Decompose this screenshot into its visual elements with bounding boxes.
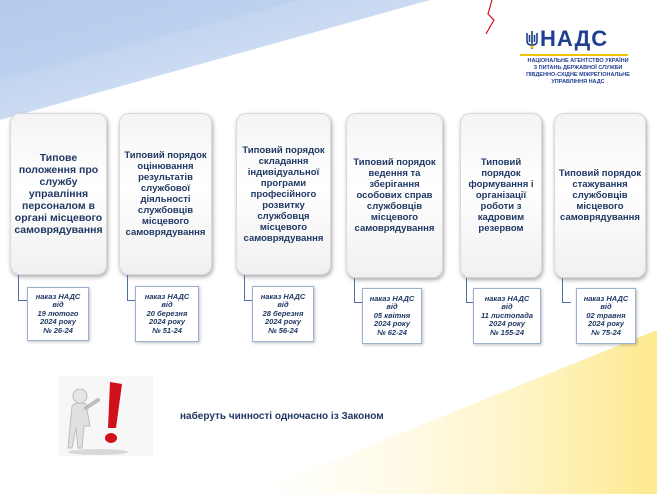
document-title: Типовий порядок формування і організації роботи з кадровим резервом xyxy=(468,157,534,234)
person-exclamation-icon xyxy=(58,376,153,456)
document-card xyxy=(346,113,443,278)
order-reference xyxy=(473,288,541,344)
order-line: 28 березня xyxy=(262,308,304,318)
order-line: наказ НАДС xyxy=(484,293,530,303)
order-line: від xyxy=(161,300,173,310)
order-line: № 155-24 xyxy=(489,327,525,337)
document-title: Типовий порядок оцінювання результатів службової діяльності службовців місцевого самоврядування xyxy=(124,150,207,238)
order-reference xyxy=(135,286,199,342)
order-line: від xyxy=(386,302,398,312)
document-card xyxy=(236,113,331,275)
document-card xyxy=(460,113,542,278)
order-line: наказ НАДС xyxy=(583,293,629,303)
order-line: 2024 року xyxy=(489,319,525,329)
order-line: 2024 року xyxy=(374,319,410,329)
order-line: 02 травня xyxy=(586,310,626,320)
note-text: наберуть чинності одночасно із Законом xyxy=(180,411,384,422)
logo-subtitle-line: ПІВДЕННО-СХІДНЕ МІЖРЕГІОНАЛЬНЕ xyxy=(526,72,630,78)
order-reference xyxy=(362,288,422,344)
logo-brand: НАДС xyxy=(540,26,609,51)
order-line: 20 березня xyxy=(146,308,188,318)
trident-icon xyxy=(526,30,538,50)
logo-subtitle-line: НАЦІОНАЛЬНЕ АГЕНТСТВО УКРАЇНИ xyxy=(527,58,629,64)
order-line: 19 лютого xyxy=(37,308,79,318)
order-line: № 51-24 xyxy=(152,325,182,335)
order-reference xyxy=(576,288,636,344)
order-line: від xyxy=(277,300,289,310)
document-title: Типовий порядок ведення та зберігання особових справ службовців місцевого самоврядування xyxy=(353,157,436,234)
logo-subtitle-line: З ПИТАНЬ ДЕРЖАВНОЇ СЛУЖБИ xyxy=(533,65,623,71)
order-line: 05 квітня xyxy=(373,310,411,320)
order-line: № 56-24 xyxy=(268,325,298,335)
nads-logo xyxy=(508,26,648,96)
order-line: наказ НАДС xyxy=(369,293,415,303)
order-line: від xyxy=(501,302,513,312)
logo-divider xyxy=(520,54,628,56)
order-line: 2024 року xyxy=(149,317,185,327)
connector-line xyxy=(18,275,27,301)
illustration xyxy=(58,376,153,456)
order-line: № 26-24 xyxy=(43,325,73,335)
logo-subtitle xyxy=(508,58,648,86)
logo-subtitle-line: УПРАВЛІННЯ НАДС xyxy=(551,79,605,85)
order-line: наказ НАДС xyxy=(144,291,190,301)
document-title: Типовий порядок стажування службовців місцевого самоврядування xyxy=(558,168,642,223)
order-reference xyxy=(252,286,314,342)
order-line: наказ НАДС xyxy=(35,291,81,301)
order-line: № 75-24 xyxy=(591,327,621,337)
document-card xyxy=(119,113,212,275)
order-line: від xyxy=(600,302,612,312)
order-line: наказ НАДС xyxy=(260,291,306,301)
order-line: 2024 року xyxy=(588,319,624,329)
order-line: 2024 року xyxy=(265,317,301,327)
order-line: 2024 року xyxy=(40,317,76,327)
order-line: 11 листопада xyxy=(481,310,533,320)
document-title: Типове положення про службу управління персоналом в органі місцевого самоврядування xyxy=(14,152,103,236)
document-title: Типовий порядок складання індивідуальної програми професійного розвитку службовця місцевого самоврядування xyxy=(242,144,325,244)
order-reference xyxy=(27,287,89,341)
document-card xyxy=(10,113,107,275)
order-line: від xyxy=(52,300,64,310)
connector-line xyxy=(562,278,571,303)
document-card xyxy=(554,113,646,278)
order-line: № 62-24 xyxy=(377,327,407,337)
